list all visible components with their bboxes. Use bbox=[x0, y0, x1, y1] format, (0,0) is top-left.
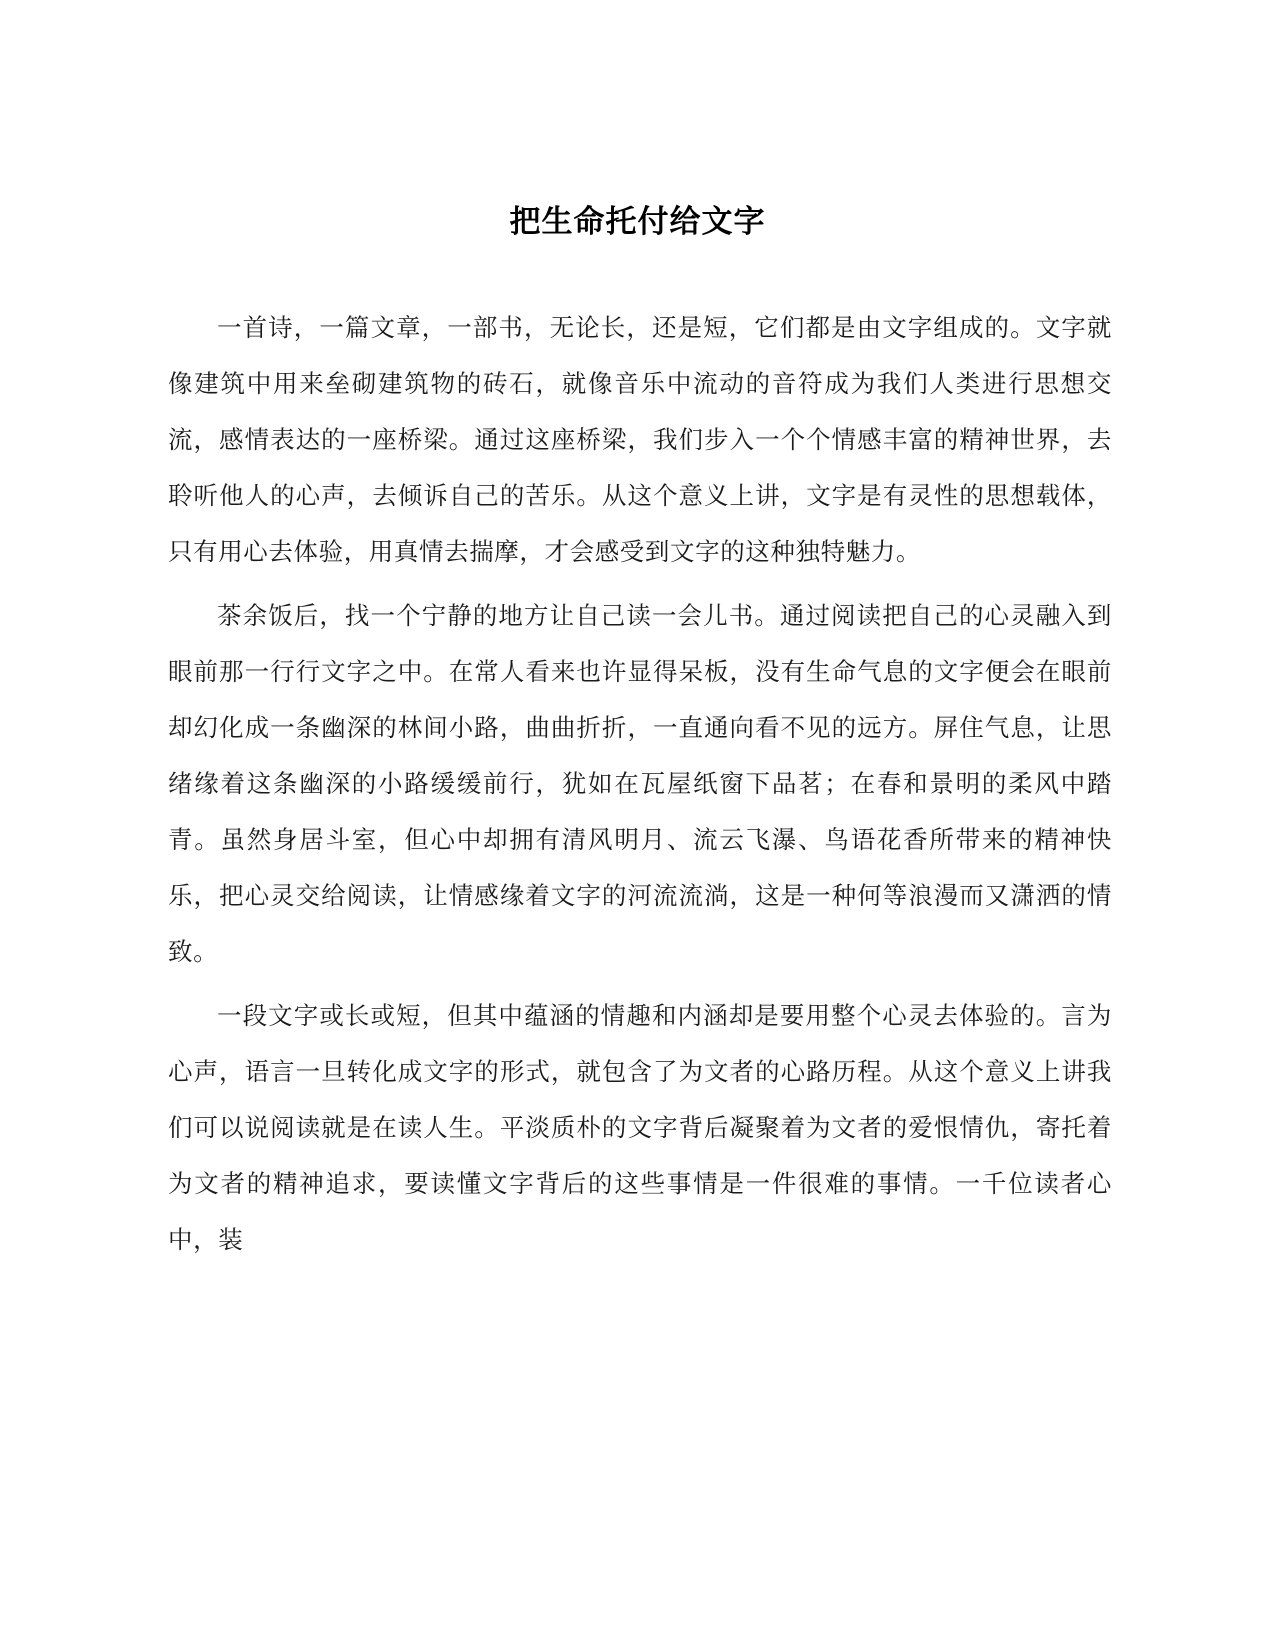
paragraph: 茶余饭后，找一个宁静的地方让自己读一会儿书。通过阅读把自己的心灵融入到眼前那一行行文字之中。在常人看来也许显得呆板，没有生命气息的文字便会在眼前却幻化成一条幽深的林间小路，曲曲折折，一直通向看不见的远方。屏住气息，让思绪缘着这条幽深的小路缓缓前行，犹如在瓦屋纸窗下品茗；在春和景明的柔风中踏青。虽然身居斗室，但心中却拥有清风明月、流云飞瀑、鸟语花香所带来的精神快乐，把心灵交给阅读，让情感缘着文字的河流流淌，这是一种何等浪漫而又潇洒的情致。 bbox=[168, 601, 1112, 966]
paragraph: 一段文字或长或短，但其中蕴涵的情趣和内涵却是要用整个心灵去体验的。言为心声，语言一旦转化成文字的形式，就包含了为文者的心路历程。从这个意义上讲我们可以说阅读就是在读人生。平淡质朴的文字背后凝聚着为文者的爱恨情仇，寄托着为文者的精神追求，要读懂文字背后的这些事情是一件很难的事情。一千位读者心中，装 bbox=[168, 1001, 1112, 1254]
page-title: 把生命托付给文字 bbox=[509, 204, 766, 239]
paragraph: 一首诗，一篇文章，一部书，无论长，还是短，它们都是由文字组成的。文字就像建筑中用来垒砌建筑物的砖石，就像音乐中流动的音符成为我们人类进行思想交流，感情表达的一座桥梁。通过这座桥梁，我们步入一个个情感丰富的精神世界，去聆听他人的心声，去倾诉自己的苦乐。从这个意义上讲，文字是有灵性的思想载体，只有用心去体验，用真情去揣摩，才会感受到文字的这种独特魅力。 bbox=[168, 313, 1112, 566]
document-body bbox=[168, 300, 1112, 1276]
